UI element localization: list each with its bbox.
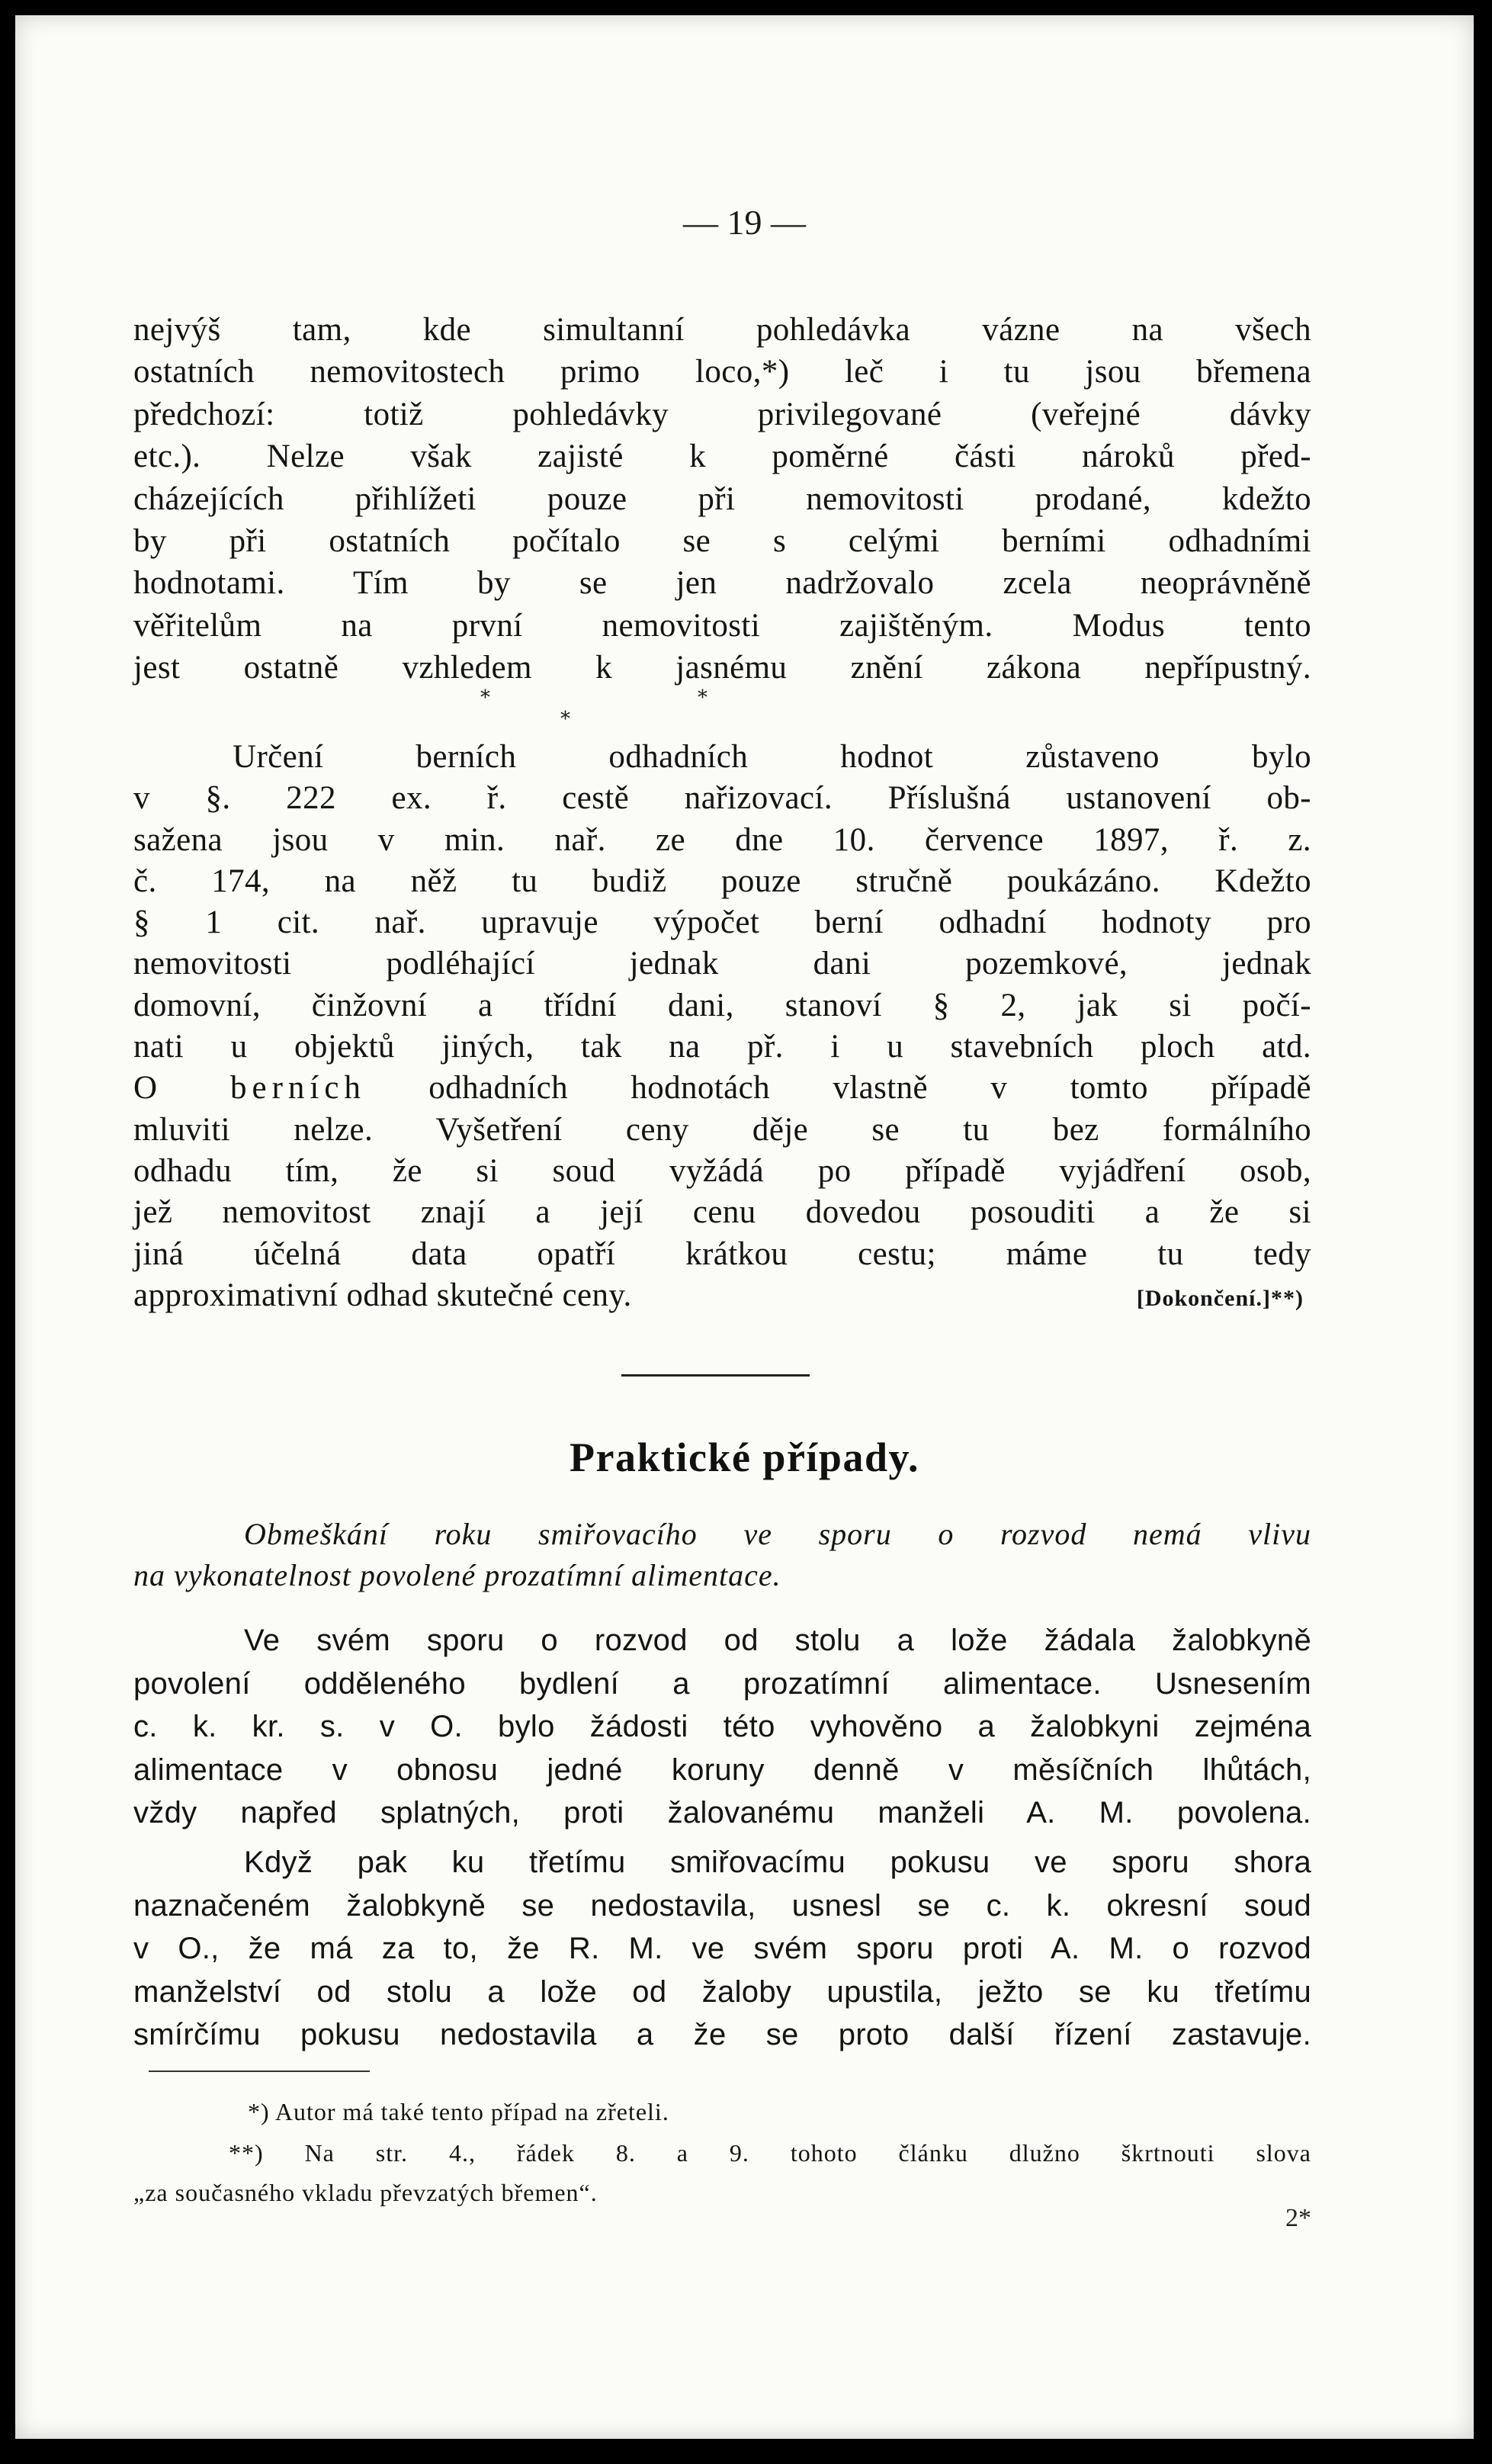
text-line: jež nemovitost znají a její cenu dovedou posouditi a že si xyxy=(133,1194,1311,1231)
footnote-2 xyxy=(133,2133,1311,2212)
text-line: ostatních nemovitostech primo loco,*) leč i tu jsou břemena xyxy=(133,354,1311,390)
spaced-emphasis: O berních xyxy=(133,1070,366,1107)
document-page xyxy=(15,15,1474,2439)
text-line: by při ostatních počítalo se s celými berními odhadními xyxy=(133,523,1311,560)
footnote-1: *) Autor má také tento případ na zřeteli. xyxy=(248,2098,669,2125)
text-line: hodnotami. Tím by se jen nadržovalo zcela neoprávněně xyxy=(133,565,1311,602)
text-line: nejvýš tam, kde simultanní pohledávka vázne na všech xyxy=(133,312,1311,348)
text-span: approximativní odhad skutečné ceny. xyxy=(133,1277,632,1313)
text-line: věřitelům na první nemovitosti zajištěným. Modus tento xyxy=(133,607,1311,644)
text-line: č. 174, na něž tu budiž pouze stručně poukázáno. Kdežto xyxy=(133,863,1311,899)
text-line: § 1 cit. nař. upravuje výpočet berní odhadní hodnoty pro xyxy=(133,904,1311,941)
subtitle-line: na vykonatelnost povolené prozatímní alimentace. xyxy=(133,1558,781,1592)
text-line: naznačeném žalobkyně se nedostavila, usnesl se c. k. okresní soud xyxy=(133,1888,1311,1923)
text-line: vždy napřed splatných, proti žalovanému manželi A. M. povolena. xyxy=(133,1796,1311,1830)
footnote-line: **) Na str. 4., řádek 8. a 9. tohoto článku dlužno škrtnouti slova xyxy=(229,2139,1311,2167)
text-span: odhadních hodnotách vlastně v tomto případě xyxy=(365,1070,1311,1107)
text-line: v §. 222 ex. ř. cestě nařizovací. Příslušná ustanovení ob- xyxy=(133,780,1311,817)
text-line: odhadu tím, že si soud vyžádá po případě vyjádření osob, xyxy=(133,1152,1311,1189)
text-line: mluviti nelze. Vyšetření ceny děje se tu bez formálního xyxy=(133,1111,1311,1148)
subtitle-line: Obmeškání roku smiřovacího ve sporu o rozvod nemá vlivu xyxy=(244,1517,1311,1551)
text-line: domovní, činžovní a třídní dani, stanoví § 2, jak si počí- xyxy=(133,987,1311,1023)
footnote-rule xyxy=(149,2070,370,2072)
text-line: nemovitosti podléhající jednak dani pozemkové, jednak xyxy=(133,946,1311,982)
text-line: sažena jsou v min. nař. ze dne 10. července 1897, ř. z. xyxy=(133,821,1311,858)
text-line: Když pak ku třetímu smiřovacímu pokusu ve sporu shora xyxy=(244,1846,1311,1879)
star-ornament: * xyxy=(480,686,490,709)
text-line: etc.). Nelze však zajisté k poměrné části nároků před- xyxy=(133,439,1311,475)
text-line: smírčímu pokusu nedostavila a že se proto další řízení zastavuje. xyxy=(133,2018,1311,2051)
page-number: — 19 — xyxy=(683,203,806,242)
text-line: Určení berních odhadních hodnot zůstaveno bylo xyxy=(233,739,1311,775)
text-line: alimentace v obnosu jedné koruny denně v měsíčních lhůtách, xyxy=(133,1752,1311,1787)
text-line: jest ostatně vzhledem k jasnému znění zákona nepřípustný. xyxy=(133,650,1311,686)
text-line: Ve svém sporu o rozvod od stolu a lože žádala žalobkyně xyxy=(244,1624,1311,1657)
continuation-note: [Dokončení.]**) xyxy=(1136,1285,1304,1311)
signature-mark: 2* xyxy=(1285,2204,1311,2232)
text-line: v O., že má za to, že R. M. ve svém sporu proti A. M. o rozvod xyxy=(133,1932,1311,1965)
text-line: manželství od stolu a lože od žaloby upustila, ježto se ku třetímu xyxy=(133,1974,1311,2009)
star-ornament: * xyxy=(560,708,570,731)
text-line: cházejících přihlížeti pouze při nemovitosti prodané, kdežto xyxy=(133,480,1311,517)
star-ornament: * xyxy=(698,686,707,709)
text-line: předchozí: totiž pohledávky privilegované (veřejné dávky xyxy=(133,396,1311,432)
text-line: c. k. kr. s. v O. bylo žádosti této vyhověno a žalobkyni zejména xyxy=(133,1710,1311,1743)
text-line: nati u objektů jiných, tak na př. i u stavebních ploch atd. xyxy=(133,1029,1311,1065)
text-line: jiná účelná data opatří krátkou cestu; máme tu tedy xyxy=(133,1235,1311,1272)
article-heading: Praktické případy. xyxy=(569,1434,920,1480)
footnote-area xyxy=(133,15,1311,2439)
footnote-line: „za současného vkladu převzatých břemen“. xyxy=(133,2179,598,2206)
text-line: povolení odděleného bydlení a prozatímní alimentace. Usnesením xyxy=(133,1666,1311,1701)
